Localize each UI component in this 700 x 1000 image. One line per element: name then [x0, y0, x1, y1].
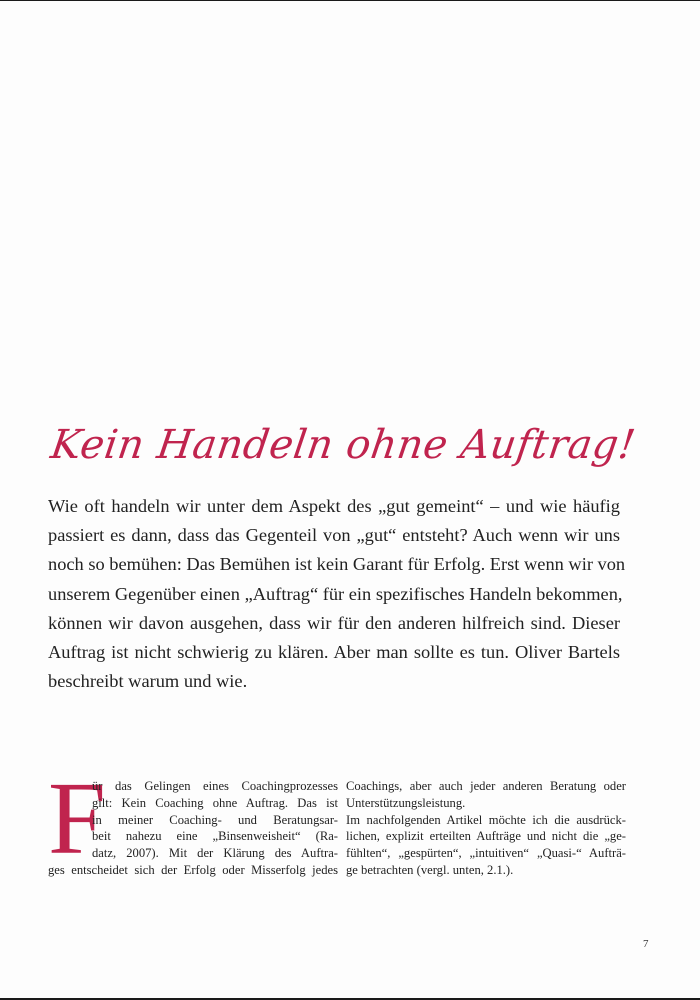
lead-line: noch so bemühen: Das Bemühen ist kein Garant für Erfolg. Erst wenn wir von — [48, 554, 626, 575]
body-column-right — [346, 778, 626, 879]
lead-line: unserem Gegenüber einen „Auftrag“ für ein spezifisches Handeln bekommen, — [48, 583, 623, 604]
body-line: in meiner Coaching- und Beratungsar- — [92, 812, 338, 827]
body-line: ges entscheidet sich der Erfolg oder Misserfolg jedes — [48, 862, 338, 877]
body-line: beit nahezu eine „Binsenweisheit“ (Ra- — [92, 829, 338, 844]
lead-paragraph — [48, 492, 626, 696]
lead-line: Auftrag ist nicht schwierig zu klären. Aber man sollte es tun. Oliver Bartels — [48, 641, 620, 662]
article-title: Kein Handeln ohne Auftrag! — [48, 421, 639, 468]
body-line: ge betrachten (vergl. unten, 2.1.). — [346, 862, 514, 877]
lead-line: Wie oft handeln wir unter dem Aspekt des „gut gemeint“ – und wie häufig — [48, 496, 620, 516]
body-line: gilt: Kein Coaching ohne Auftrag. Das ist — [92, 795, 338, 810]
body-line: lichen, explizit erteilten Aufträge und nicht die „ge- — [346, 829, 626, 844]
body-line: fühlten“, „gespürten“, „intuitiven“ „Quasi-“ Aufträ- — [346, 846, 626, 861]
body-line: ür das Gelingen eines Coachingprozesses — [92, 779, 338, 793]
body-line: datz, 2007). Mit der Klärung des Auftra- — [92, 846, 338, 861]
lead-line: beschreibt warum und wie. — [48, 671, 248, 692]
drop-cap: F — [48, 761, 106, 876]
document-page — [0, 1, 700, 998]
page-number: 7 — [643, 938, 649, 950]
body-column-left — [48, 761, 338, 879]
lead-line: passiert es dann, dass das Gegenteil von „gut“ entsteht? Auch wenn wir uns — [48, 525, 620, 546]
body-line: Coachings, aber auch jeder anderen Beratung oder — [346, 779, 626, 793]
body-line: Im nachfolgenden Artikel möchte ich die ausdrück- — [346, 812, 626, 827]
lead-line: können wir davon ausgehen, dass wir für den anderen hilfreich sind. Dieser — [48, 612, 620, 633]
body-line: Unterstützungsleistung. — [346, 795, 466, 810]
